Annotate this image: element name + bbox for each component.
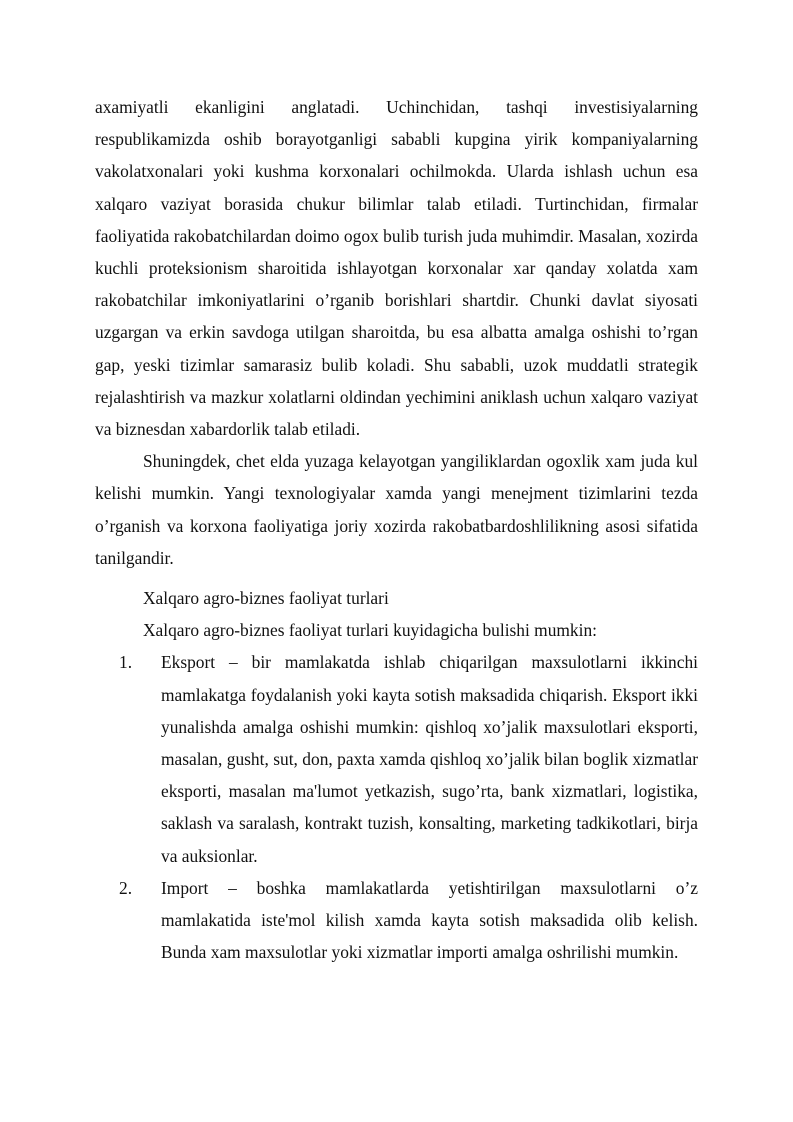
- list-item-export: [95, 646, 698, 871]
- document-body: [95, 91, 698, 968]
- list-item-import: [95, 872, 698, 969]
- list-item-text: Eksport – bir mamlakatda ishlab chiqarilgan maxsulotlarni ikkinchi mamlakatga foydalanish yoki kayta sotish maksadida chiqarish. Eksport ikki yunalishda amalga oshishi mumkin: qishloq xo’jalik maxsulotlari eksporti, masalan, gusht, sut, don, paxta xamda qishloq xo’jalik bilan boglik xizmatlar eksporti, masalan ma'lumot yetkazish, sugo’rta, bank xizmatlari, logistika, saklash va saralash, kontrakt tuzish, konsalting, marketing tadkikotlari, birja va auksionlar.: [161, 652, 698, 866]
- paragraph-continuation: axamiyatli ekanligini anglatadi. Uchinchidan, tashqi investisiyalarning respublikamizda oshib borayotganligi sababli kupgina yirik kompaniyalarning vakolatxonalari yoki kushma korxonalari ochilmokda. Ularda ishlash uchun esa xalqaro vaziyat borasida chukur bilimlar talab etiladi. Turtinchidan, firmalar faoliyatida rakobatchilardan doimo ogox bulib turish juda muhimdir. Masalan, xozirda kuchli proteksionism sharoitida ishlayotgan korxonalar xar qanday xolatda xam rakobatchilar imkoniyatlarini o’rganib borishlari shartdir. Chunki davlat siyosati uzgargan va erkin savdoga utilgan sharoitda, bu esa albatta amalga oshishi to’rgan gap, yeski tizimlar samarasiz bulib koladi. Shu sababli, uzok muddatli strategik rejalashtirish va mazkur xolatlarni oldindan yechimini aniklash uchun xalqaro vaziyat va biznesdan xabardorlik talab etiladi.: [95, 97, 698, 440]
- list-number: 2.: [119, 877, 133, 898]
- list-item-text: Import – boshka mamlakatlarda yetishtirilgan maxsulotlarni o’z mamlakatida iste'mol kilish xamda kayta sotish maksadida olib kelish. Bunda xam maxsulotlar yoki xizmatlar importi amalga oshrilishi mumkin.: [161, 877, 698, 963]
- paragraph-innovations: Shuningdek, chet elda yuzaga kelayotgan yangiliklardan ogoxlik xam juda kul kelishi mumkin. Yangi texnologiyalar xamda yangi menejment tizimlarini tezda o’rganish va korxona faoliyatiga joriy xozirda rakobatbardoshlilikning asosi sifatida tanilgandir.: [95, 451, 698, 568]
- section-heading: Xalqaro agro-biznes faoliyat turlari: [143, 588, 389, 609]
- list-intro: Xalqaro agro-biznes faoliyat turlari kuyidagicha bulishi mumkin:: [143, 620, 597, 641]
- activity-types-list: [95, 646, 698, 968]
- list-number: 1.: [119, 652, 133, 673]
